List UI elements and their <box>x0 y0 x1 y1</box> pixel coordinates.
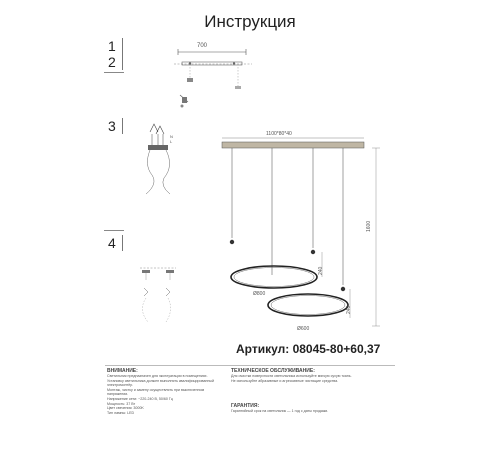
warranty-line: Гарантийный срок на светильник — 1 год с даты продажи. <box>231 409 329 413</box>
ring-diameter-lower: Ø600 <box>297 326 310 332</box>
canopy-dimension: 1100*80*40 <box>266 131 292 137</box>
step-divider-3 <box>122 118 123 134</box>
maintenance-title: ТЕХНИЧЕСКОЕ ОБСЛУЖИВАНИЕ: <box>231 368 315 374</box>
maintenance-line: Не используйте абразивные и агрессивные чистящие средства. <box>231 378 339 383</box>
warning-line: Светильник предназначен для эксплуатации в помещениях. <box>107 374 208 378</box>
fixture-main-diagram <box>210 130 390 340</box>
height-dimension: 1600 <box>366 220 372 232</box>
svg-text:L: L <box>170 139 173 144</box>
step-number-3: 3 <box>108 118 116 134</box>
step-divider-4 <box>122 235 123 251</box>
installation-step4-diagram <box>128 240 208 330</box>
ring-diameter-upper: Ø800 <box>253 291 266 297</box>
step-divider-1 <box>122 38 123 70</box>
maintenance-line: Для очистки поверхности светильника используйте мягкую сухую ткань. <box>231 374 352 378</box>
mounting-bracket-diagram <box>160 40 270 115</box>
svg-text:N: N <box>170 134 173 139</box>
wiring-diagram <box>130 120 190 200</box>
warning-line: Монтаж, чистку и замену осуществлять при выключенном напряжении. <box>107 387 205 397</box>
bottom-separator <box>105 365 395 366</box>
separator-2 <box>104 230 124 231</box>
top-width-dimension: 700 <box>197 43 208 49</box>
step-number-4: 4 <box>108 235 116 251</box>
warning-line: Цвет свечения: 3000K <box>107 406 144 411</box>
warning-line: Напряжение сети: ~220-240 В, 50/60 Гц <box>107 396 173 401</box>
maintenance-block <box>231 368 391 383</box>
drop-dimension-1: 240 <box>318 266 324 275</box>
drop-dimension-2: 240 <box>346 305 352 314</box>
warranty-title: ГАРАНТИЯ: <box>231 403 260 409</box>
page-title: Инструкция <box>204 12 296 31</box>
warning-line: Тип лампы: LED <box>107 410 135 415</box>
separator-1 <box>104 72 124 73</box>
warning-line: Установку светильника должен выполнять квалифицированный электромонтёр. <box>107 378 214 388</box>
warning-block <box>107 368 225 415</box>
warning-line: Мощность: 37 Вт <box>107 401 136 406</box>
step-number-1: 1 <box>108 38 116 54</box>
warning-title: ВНИМАНИЕ: <box>107 368 138 374</box>
warranty-block <box>231 403 391 414</box>
step-number-2: 2 <box>108 54 116 70</box>
article-number: Артикул: 08045-80+60,37 <box>236 342 381 356</box>
